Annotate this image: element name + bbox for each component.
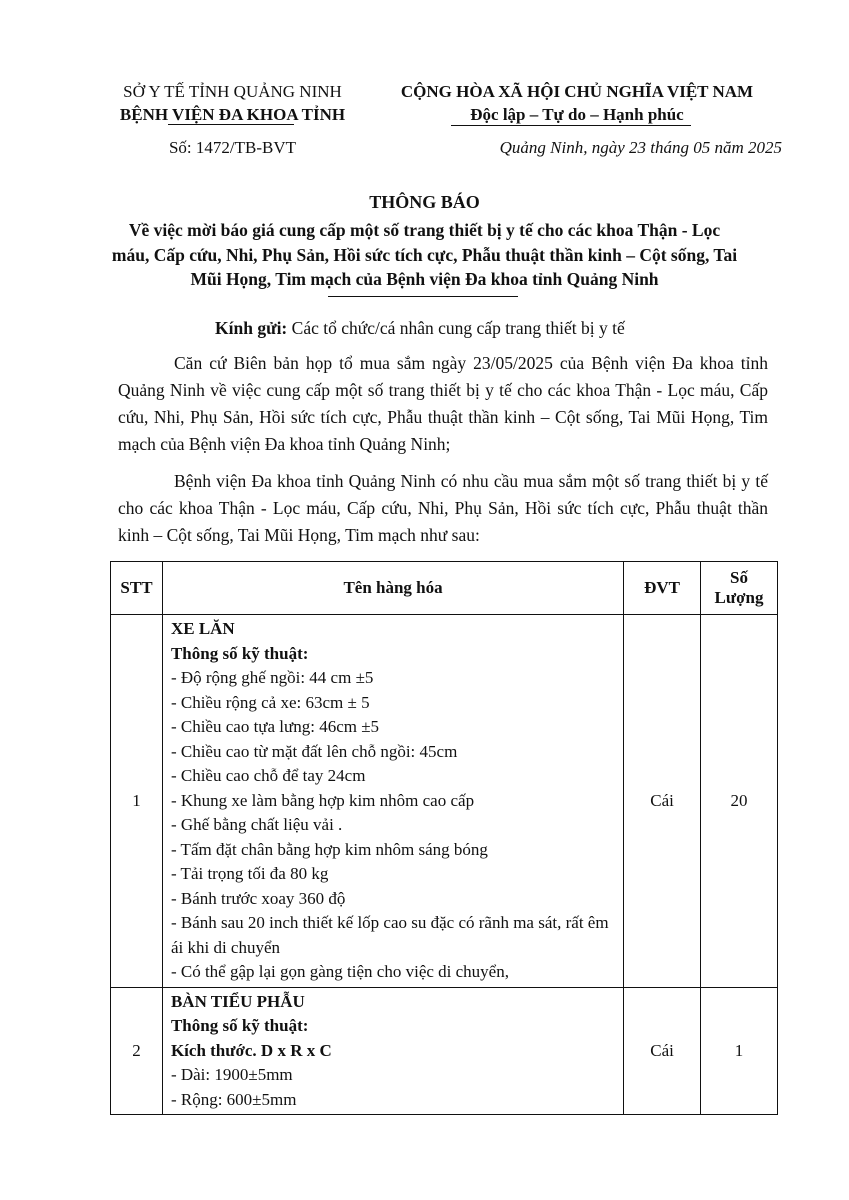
paragraph-basis: Căn cứ Biên bản họp tổ mua sắm ngày 23/05/2025 của Bệnh viện Đa khoa tỉnh Quảng Ninh về việc cung cấp một số trang thiết bị y tế cho các khoa Thận - Lọc máu, Cấp cứu, Nhi, Phụ Sản, Hồi sức tích cực, Phẫu thuật thần kinh – Cột sống, Tai Mũi Họng, Tim mạch của Bệnh viện Đa khoa tỉnh Quảng Ninh; [118, 353, 768, 454]
paragraph-request: Bệnh viện Đa khoa tỉnh Quảng Ninh có nhu cầu mua sắm một số trang thiết bị y tế cho các khoa Thận - Lọc máu, Cấp cứu, Nhi, Phụ Sản, Hồi sức tích cực, Phẫu thuật thần kinh – Cột sống, Tai Mũi Họng, Tim mạch như sau: [118, 471, 768, 545]
greeting-recipients: Các tổ chức/cá nhân cung cấp trang thiết bị y tế [287, 318, 625, 338]
document-number: Số: 1472/TB-BVT [168, 138, 297, 157]
spec-line: - Chiều rộng cả xe: 63cm ± 5 [170, 692, 370, 712]
spec-line: - Tấm đặt chân bằng hợp kim nhôm sáng bóng [170, 839, 488, 859]
national-title: CỘNG HÒA XÃ HỘI CHỦ NGHĨA VIỆT NAM [400, 82, 754, 101]
spec-title: Thông số kỹ thuật: [170, 1016, 309, 1035]
spec-line: - Chiều cao từ mặt đất lên chỗ ngồi: 45cm [170, 741, 458, 761]
table-header-row [111, 562, 778, 615]
spec-line: - Bánh trước xoay 360 độ [170, 888, 346, 908]
row-stt: 1 [111, 615, 163, 988]
subject-underline [328, 296, 518, 297]
row-description [162, 615, 623, 988]
national-motto: Độc lập – Tự do – Hạnh phúc [470, 105, 684, 124]
spec-subtitle: Kích thước. D x R x C [170, 1040, 332, 1060]
header-qty: Số Lượng [701, 562, 778, 615]
spec-line: - Chiều cao chỗ để tay 24cm [170, 766, 366, 785]
header-unit: ĐVT [624, 562, 701, 615]
document-title: THÔNG BÁO [369, 192, 480, 212]
motto-underline [451, 125, 691, 126]
row-qty: 1 [701, 987, 778, 1115]
spec-line: - Chiều cao tựa lưng: 46cm ±5 [170, 717, 380, 736]
spec-title: Thông số kỹ thuật: [170, 643, 309, 663]
row-description [162, 987, 623, 1115]
item-name: BÀN TIỂU PHẪU [170, 991, 305, 1011]
row-qty: 20 [701, 615, 778, 988]
row-stt: 2 [111, 987, 163, 1115]
table-row [111, 987, 778, 1115]
goods-table [110, 561, 778, 1115]
place-date: Quảng Ninh, ngày 23 tháng 05 năm 2025 [499, 138, 782, 157]
spec-line: - Bánh sau 20 inch thiết kế lốp cao su đặc có rãnh ma sát, rất êm ái khi di chuyển [170, 913, 609, 957]
spec-line: - Ghế bằng chất liệu vải . [170, 815, 343, 834]
issuer-block [95, 80, 370, 126]
row-unit: Cái [624, 615, 701, 988]
national-header [372, 80, 782, 126]
header-name: Tên hàng hóa [162, 562, 623, 615]
spec-line: - Dài: 1900±5mm [170, 1065, 293, 1084]
spec-line: - Độ rộng ghế ngồi: 44 cm ±5 [170, 668, 374, 687]
item-name: XE LĂN [170, 619, 235, 638]
table-row [111, 615, 778, 988]
header-stt: STT [111, 562, 163, 615]
spec-line: - Khung xe làm bằng hợp kim nhôm cao cấp [170, 790, 475, 810]
issuer-underline [168, 124, 294, 125]
department-name: SỞ Y TẾ TỈNH QUẢNG NINH [123, 82, 342, 101]
row-unit: Cái [624, 987, 701, 1115]
spec-line: - Rộng: 600±5mm [170, 1089, 297, 1109]
document-subject: Về việc mời báo giá cung cấp một số trang thiết bị y tế cho các khoa Thận - Lọc máu, Cấp cứu, Nhi, Phụ Sản, Hồi sức tích cực, Phẫu thuật thần kinh – Cột sống, Tai Mũi Họng, Tim mạch của Bệnh viện Đa khoa tỉnh Quảng Ninh [111, 220, 738, 289]
spec-line: - Tải trọng tối đa 80 kg [170, 864, 329, 883]
spec-line: - Có thể gập lại gọn gàng tiện cho việc di chuyển, [170, 962, 509, 981]
greeting-label: Kính gửi: [215, 318, 288, 338]
greeting [215, 318, 625, 339]
hospital-name: BỆNH VIỆN ĐA KHOA TỈNH [119, 105, 346, 124]
